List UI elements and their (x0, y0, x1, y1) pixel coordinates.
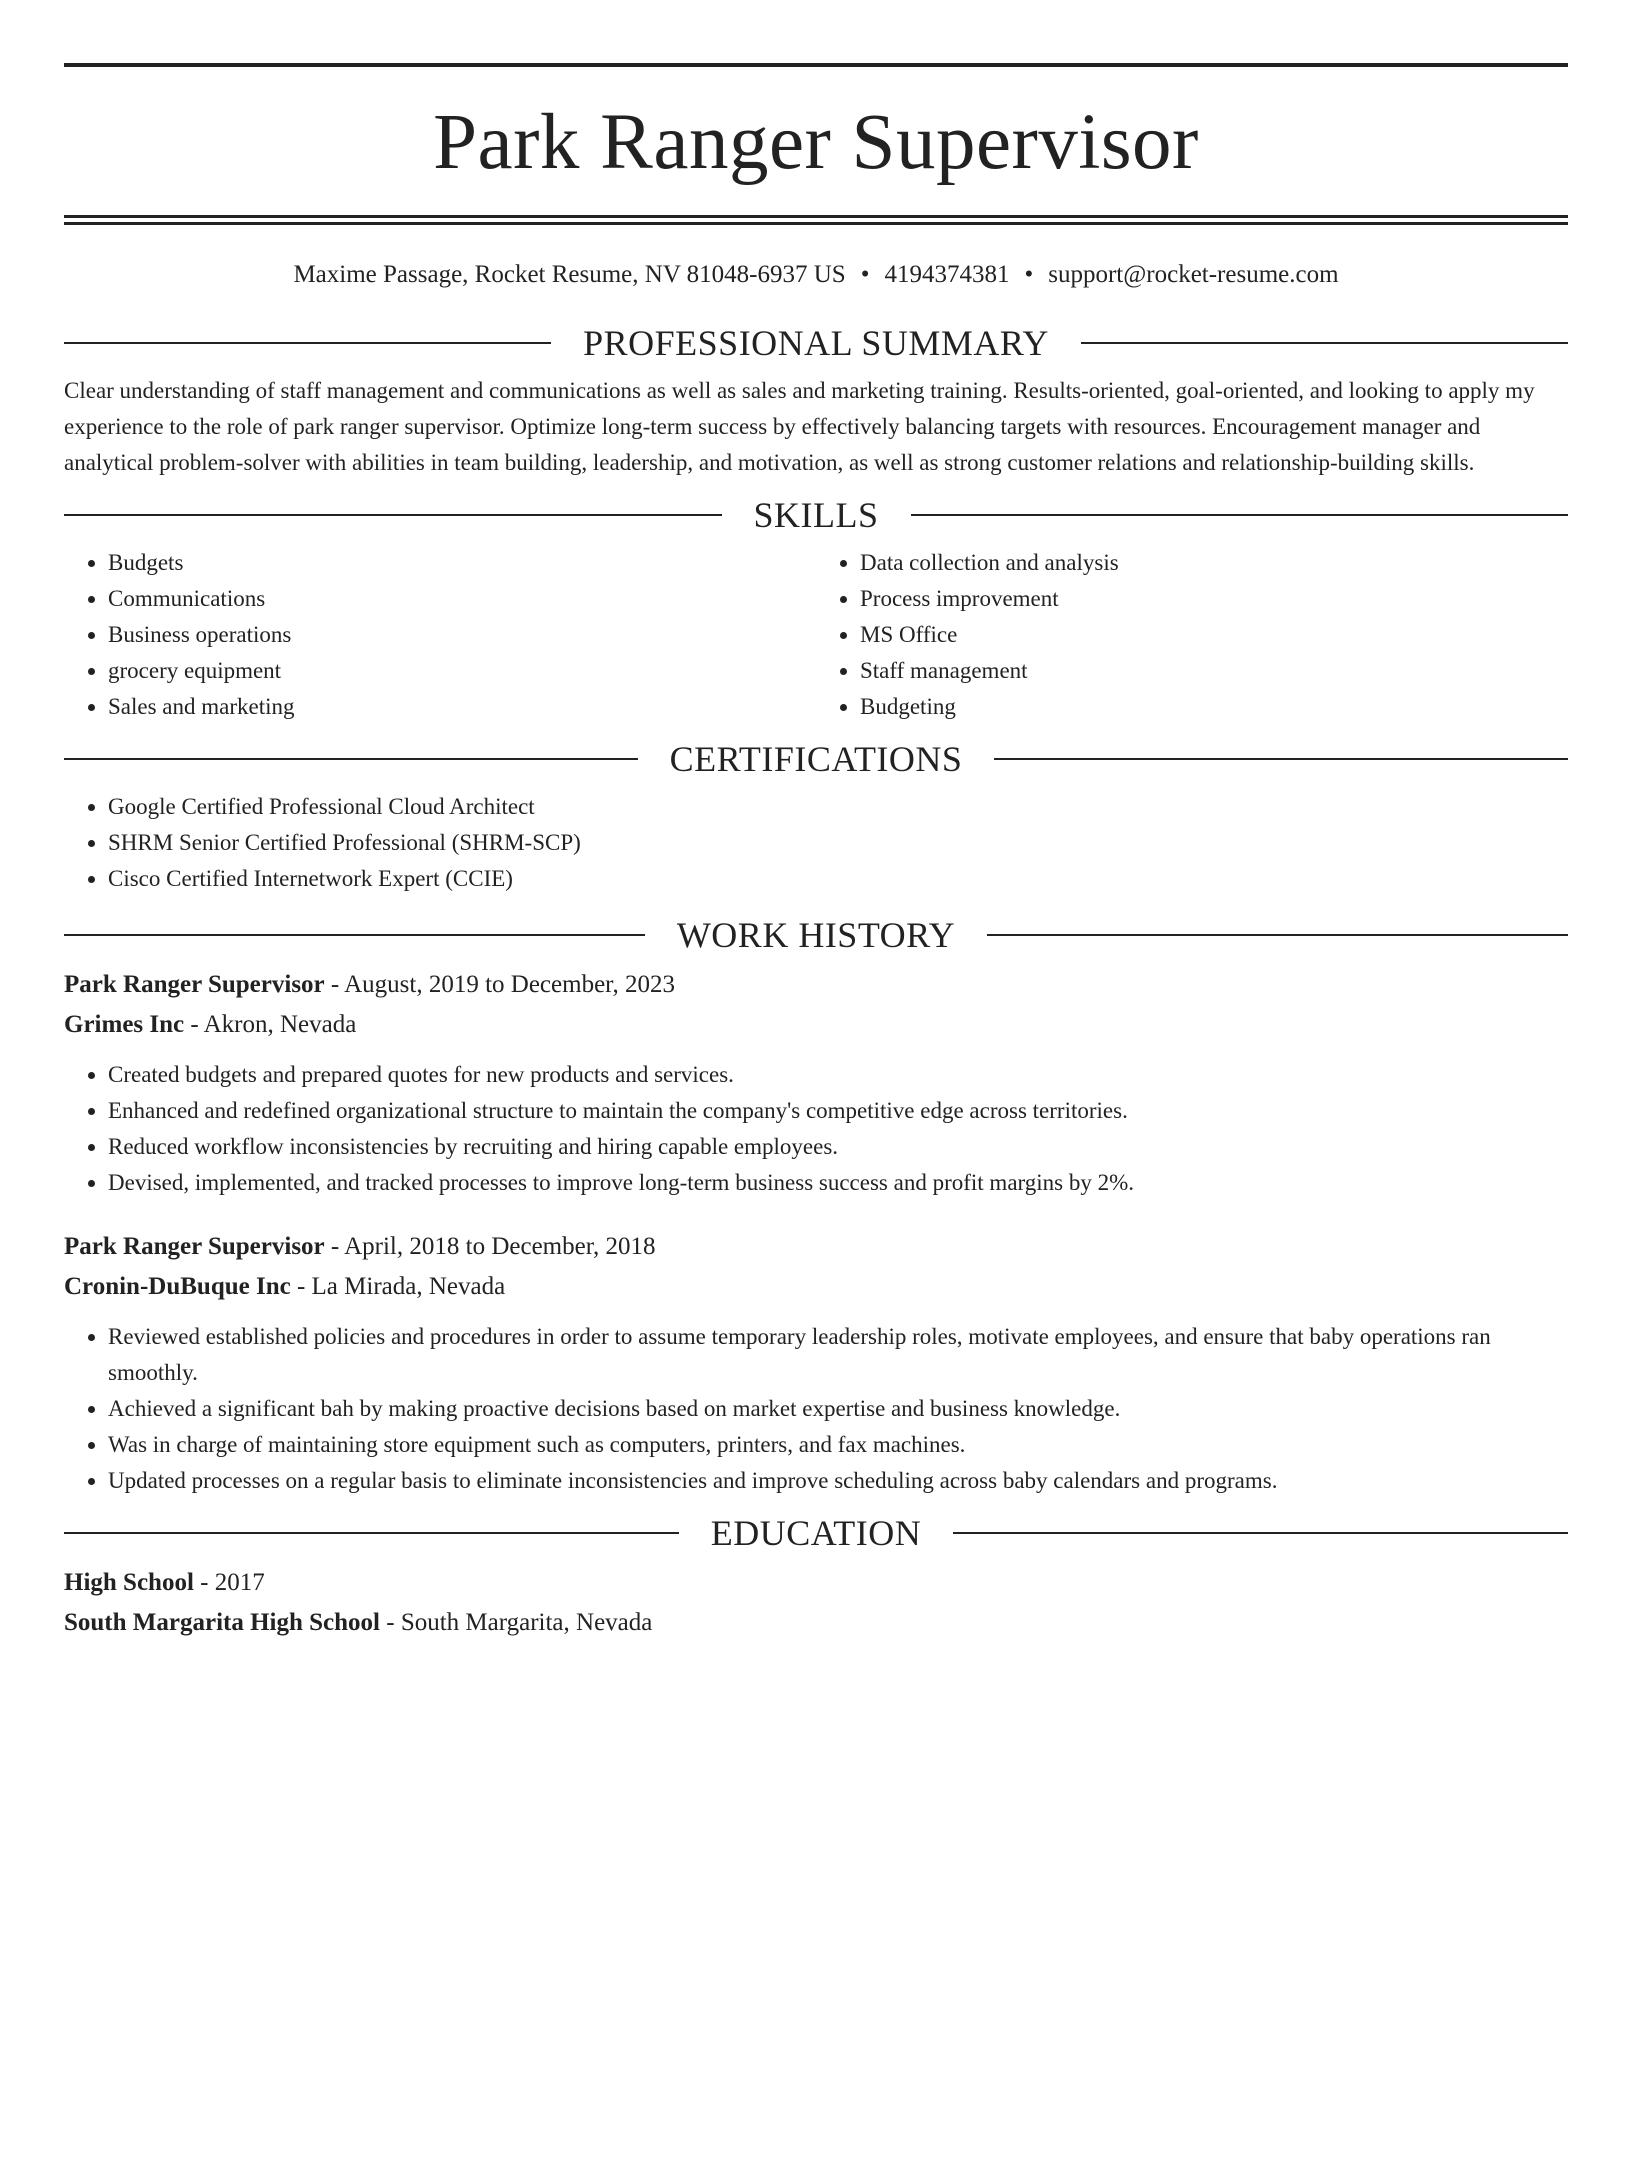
job-title: Park Ranger Supervisor (64, 1233, 325, 1260)
job-company: Cronin-DuBuque Inc (64, 1273, 291, 1300)
section-rule (953, 1532, 1568, 1534)
job-entry (64, 1227, 1568, 1499)
work-section-title: WORK HISTORY (676, 915, 956, 955)
contact-email: support@rocket-resume.com (1048, 261, 1339, 288)
job-company: Grimes Inc (64, 1011, 185, 1038)
contact-address: Maxime Passage, Rocket Resume, NV 81048-6937 US (293, 261, 846, 288)
skills-section-title: SKILLS (753, 495, 879, 535)
section-rule (911, 514, 1569, 516)
top-rule (64, 63, 1568, 67)
skill-item: • Budgeting (860, 689, 1568, 725)
job-title-line (64, 965, 1568, 1005)
job-company-line (64, 1267, 1568, 1307)
section-rule (987, 934, 1568, 936)
job-entry (64, 965, 1568, 1201)
skill-item: • Staff management (860, 653, 1568, 689)
skills-section-header (64, 497, 1568, 533)
job-bullet: • Enhanced and redefined organizational structure to maintain the company's competitive edge across territories. (108, 1093, 1568, 1129)
job-bullets (64, 1057, 1568, 1201)
skill-item: • grocery equipment (108, 653, 816, 689)
resume-page (0, 63, 1632, 2175)
skill-item: • Data collection and analysis (860, 545, 1568, 581)
section-rule (64, 758, 638, 760)
section-rule (64, 514, 722, 516)
job-bullets (64, 1319, 1568, 1499)
certifications-section-title: CERTIFICATIONS (669, 739, 963, 779)
resume-name: Park Ranger Supervisor (433, 99, 1199, 186)
job-bullet: • Achieved a significant bah by making proactive decisions based on market expertise and business knowledge. (108, 1391, 1568, 1427)
contact-separator: • (1024, 261, 1034, 288)
job-bullet: • Was in charge of maintaining store equipment such as computers, printers, and fax machines. (108, 1427, 1568, 1463)
summary-section-header (64, 325, 1568, 361)
summary-section-title: PROFESSIONAL SUMMARY (583, 323, 1049, 363)
section-rule (994, 758, 1568, 760)
education-school-line (64, 1603, 1568, 1643)
section-rule (64, 1532, 679, 1534)
education-section-header (64, 1515, 1568, 1551)
contact-phone: 4194374381 (884, 261, 1010, 288)
skills-list-right (816, 545, 1568, 725)
job-bullet: • Reviewed established policies and procedures in order to assume temporary leadership roles, motivate employees, and ensure that baby operations ran smoothly. (108, 1319, 1568, 1391)
skill-item: • Sales and marketing (108, 689, 816, 725)
contact-separator: • (860, 261, 870, 288)
job-bullet: • Reduced workflow inconsistencies by recruiting and hiring capable employees. (108, 1129, 1568, 1165)
job-title-line (64, 1227, 1568, 1267)
job-dates: - April, 2018 to December, 2018 (324, 1233, 656, 1260)
education-location: - South Margarita, Nevada (380, 1609, 653, 1636)
job-bullet: • Devised, implemented, and tracked processes to improve long-term business success and profit margins by 2%. (108, 1165, 1568, 1201)
skill-item: • Communications (108, 581, 816, 617)
skill-item: • Process improvement (860, 581, 1568, 617)
work-section-header (64, 917, 1568, 953)
skills-list-left (64, 545, 816, 725)
job-title: Park Ranger Supervisor (64, 971, 325, 998)
education-section-title: EDUCATION (710, 1513, 922, 1553)
job-location: - La Mirada, Nevada (290, 1273, 506, 1300)
section-rule (1081, 342, 1568, 344)
education-school: South Margarita High School (64, 1609, 380, 1636)
education-year: - 2017 (193, 1569, 265, 1596)
job-company-line (64, 1005, 1568, 1045)
education-degree: High School (64, 1569, 194, 1596)
skill-item: • MS Office (860, 617, 1568, 653)
certifications-section-header (64, 741, 1568, 777)
education-degree-line (64, 1563, 1568, 1603)
summary-text: Clear understanding of staff management and communications as well as sales and marketing training. Results-oriented, goal-oriented, and looking to apply my experience to the role of park ranger supervisor. Optimize long-term success by effectively balancing targets with resources. Encouragement manager and analytical problem-solver with abilities in team building, leadership, and motivation, as well as strong customer relations and relationship-building skills. (64, 378, 1535, 475)
contact-line (64, 260, 1568, 290)
section-rule (64, 934, 645, 936)
skill-item: • Budgets (108, 545, 816, 581)
double-rule (64, 215, 1568, 225)
job-dates: - August, 2019 to December, 2023 (324, 971, 675, 998)
skills-grid (64, 545, 1568, 725)
job-bullet: • Updated processes on a regular basis to eliminate inconsistencies and improve scheduling across baby calendars and programs. (108, 1463, 1568, 1499)
skill-item: • Business operations (108, 617, 816, 653)
certifications-list (64, 789, 1568, 897)
certification-item: • Cisco Certified Internetwork Expert (CCIE) (108, 861, 1568, 897)
certification-item: • Google Certified Professional Cloud Architect (108, 789, 1568, 825)
section-rule (64, 342, 551, 344)
education-entry (64, 1563, 1568, 1643)
job-location: - Akron, Nevada (184, 1011, 357, 1038)
certification-item: • SHRM Senior Certified Professional (SHRM-SCP) (108, 825, 1568, 861)
job-bullet: • Created budgets and prepared quotes for new products and services. (108, 1057, 1568, 1093)
